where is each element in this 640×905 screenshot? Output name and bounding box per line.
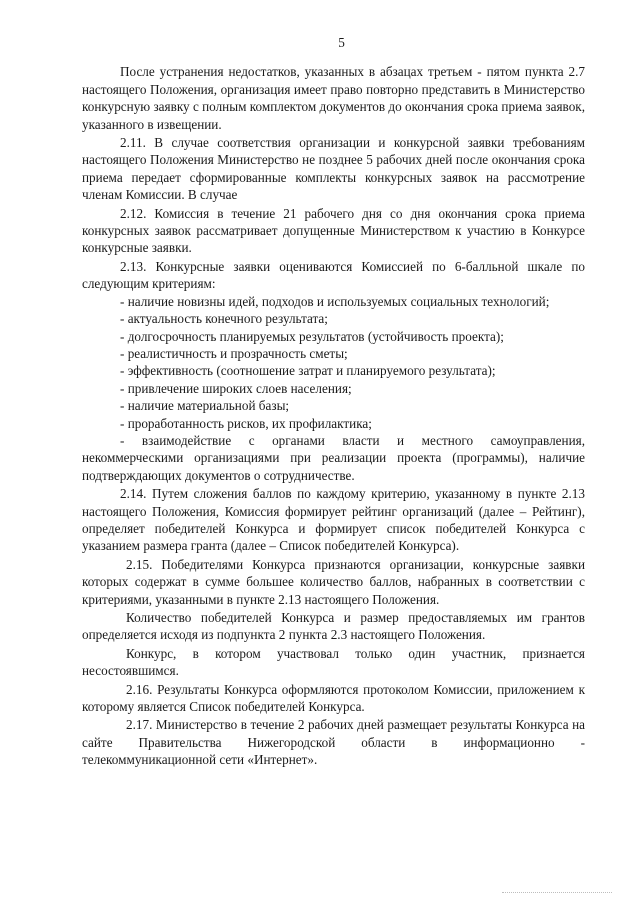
paragraph-2-13: 2.13. Конкурсные заявки оцениваются Комиссией по 6-балльной шкале по следующим критериям: <box>82 258 585 292</box>
paragraph-2-16: 2.16. Результаты Конкурса оформляются протоколом Комиссии, приложением к которому является Список победителей Конкурса. <box>82 681 585 715</box>
criterion-item: - реалистичность и прозрачность сметы; <box>120 345 348 361</box>
paragraph-2-14: 2.14. Путем сложения баллов по каждому критерию, указанному в пункте 2.13 настоящего Положения, Комиссия формирует рейтинг организаций (далее – Рейтинг), определяет победителей Конкурса и формирует список победителей Конкурса с указанием размера гранта (далее – Список победителей Конкурса). <box>82 486 585 554</box>
criterion-item: - взаимодействие с органами власти и местного самоуправления, некоммерческими организациями при реализации проекта (программы), наличие подтверждающих документов о сотрудничестве. <box>82 432 585 483</box>
criterion-item: - наличие материальной базы; <box>120 398 290 414</box>
paragraph-resubmission: После устранения недостатков, указанных в абзацах третьем - пятом пункта 2.7 настоящего Положения, организация имеет право повторно представить в Министерство конкурсную заявку с полным комплектом документов до окончания срока приема заявок, указанного в извещении. <box>82 64 585 132</box>
paragraph-winners-count: Количество победителей Конкурса и размер предоставляемых им грантов определяется исходя из подпункта 2 пункта 2.3 настоящего Положения. <box>82 610 585 643</box>
criterion-item: - проработанность рисков, их профилактика; <box>120 415 372 431</box>
paragraph-2-17: 2.17. Министерство в течение 2 рабочих дней размещает результаты Конкурса на сайте Правительства Нижегородской области в информационно - телекоммуникационной сети «Интернет». <box>82 717 585 768</box>
paragraph-2-12: 2.12. Комиссия в течение 21 рабочего дня со дня окончания срока приема конкурсных заявок рассматривает допущенные Министерством к участию в Конкурсе конкурсные заявки. <box>82 205 585 256</box>
scan-artifact <box>502 892 612 897</box>
paragraph-2-15: 2.15. Победителями Конкурса признаются организации, конкурсные заявки которых содержат в сумме большее количество баллов, набранных в соответствии с критериями, указанными в пункте 2.13 настоящего Положения. <box>82 556 585 607</box>
criterion-item: - эффективность (соотношение затрат и планируемого результата); <box>120 363 496 379</box>
criteria-list <box>82 293 585 484</box>
paragraph-single-participant: Конкурс, в котором участвовал только один участник, признается несостоявшимся. <box>82 645 585 679</box>
criterion-item: - долгосрочность планируемых результатов (устойчивость проекта); <box>120 328 504 344</box>
criterion-item: - привлечение широких слоев населения; <box>120 380 352 396</box>
criterion-item: - наличие новизны идей, подходов и используемых социальных технологий; <box>120 293 550 309</box>
page-number: 5 <box>338 35 345 50</box>
paragraph-2-11: 2.11. В случае соответствия организации и конкурсной заявки требованиям настоящего Положения Министерство не позднее 5 рабочих дней после окончания срока приема передает сформированные комплекты конкурсных заявок на рассмотрение членам Комиссии. В случае <box>82 135 585 203</box>
criterion-item: - актуальность конечного результата; <box>120 311 328 327</box>
